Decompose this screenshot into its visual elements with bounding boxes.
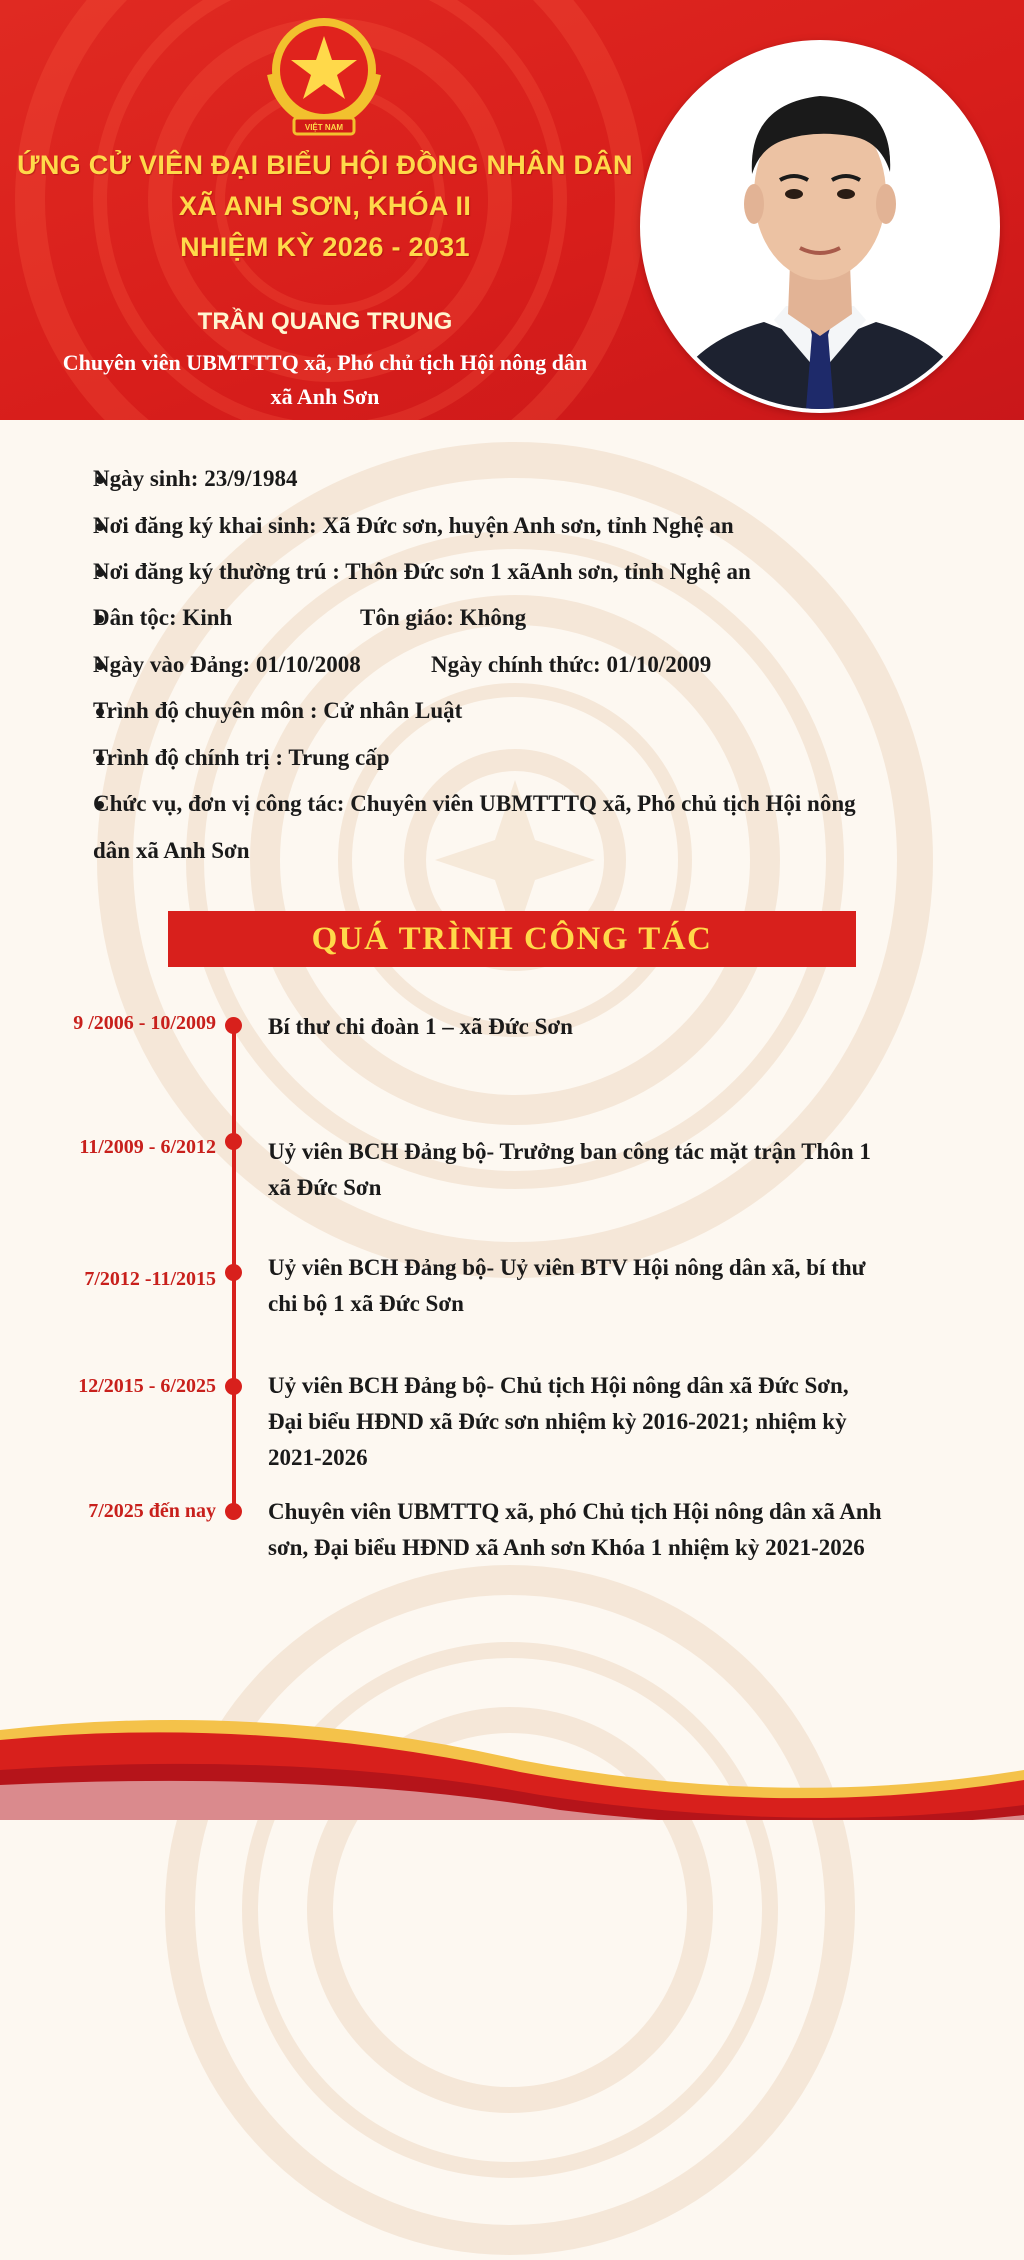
religion-text: Tôn giáo: Không (360, 605, 527, 630)
birthplace-text: Nơi đăng ký khai sinh: Xã Đức sơn, huyện Anh sơn, tỉnh Nghệ an (93, 513, 734, 538)
birth-text: Ngày sinh: 23/9/1984 (93, 466, 298, 491)
timeline-line-text: sơn, Đại biểu HĐND xã Anh sơn Khóa 1 nhiệm kỳ 2021-2026 (268, 1535, 865, 1560)
party-official-text: Ngày chính thức: 01/10/2009 (431, 652, 712, 677)
timeline-line-text: Đại biểu HĐND xã Đức sơn nhiệm kỳ 2016-2021; nhiệm kỳ (268, 1409, 847, 1434)
timeline-date: 12/2015 - 6/2025 (78, 1375, 216, 1397)
timeline-line-text: Chuyên viên UBMTTQ xã, phó Chủ tịch Hội nông dân xã Anh (268, 1499, 882, 1524)
timeline-description (268, 1009, 998, 1045)
timeline-line-text: 2021-2026 (268, 1445, 368, 1470)
timeline-line-text: Uỷ viên BCH Đảng bộ- Trưởng ban công tác mặt trận Thôn 1 (268, 1139, 871, 1164)
party-join-text: Ngày vào Đảng: 01/10/2008 (93, 652, 361, 677)
national-emblem-icon (262, 14, 386, 142)
timeline-date: 7/2012 -11/2015 (84, 1268, 216, 1290)
candidate-position (0, 346, 650, 414)
timeline-line-text: chi bộ 1 xã Đức Sơn (268, 1291, 464, 1316)
timeline-dot (225, 1133, 242, 1150)
emblem-ribbon-text: VIỆT NAM (304, 123, 344, 132)
timeline-line-text: Uỷ viên BCH Đảng bộ- Uỷ viên BTV Hội nông dân xã, bí thư (268, 1255, 866, 1280)
timeline-dot (225, 1503, 242, 1520)
timeline-description (268, 1368, 998, 1476)
position-text-line1: Chức vụ, đơn vị công tác: Chuyên viên UBMTTTQ xã, Phó chủ tịch Hội nông (93, 791, 856, 816)
timeline-date: 11/2009 - 6/2012 (79, 1136, 216, 1158)
politics-text: Trình độ chính trị : Trung cấp (93, 745, 390, 770)
footer-wave-decoration (0, 1660, 1024, 1820)
timeline-dot (225, 1264, 242, 1281)
timeline-date: 7/2025 đến nay (88, 1500, 216, 1522)
timeline-description (268, 1134, 998, 1206)
timeline-description (268, 1250, 998, 1322)
timeline-description (268, 1494, 998, 1566)
candidate-portrait (640, 40, 1000, 413)
ethnicity-text: Dân tộc: Kinh (93, 605, 233, 630)
candidate-position-line1: Chuyên viên UBMTTTQ xã, Phó chủ tịch Hội nông dân (62, 350, 588, 375)
section-header-bar (168, 911, 856, 967)
position-text-line2: dân xã Anh Sơn (93, 838, 250, 863)
timeline-line-text: Uỷ viên BCH Đảng bộ- Chủ tịch Hội nông dân xã Đức Sơn, (268, 1373, 849, 1398)
residence-text: Nơi đăng ký thường trú : Thôn Đức sơn 1 xãAnh sơn, tỉnh Nghệ an (93, 559, 751, 584)
header-title-line3: NHIỆM KỲ 2026 - 2031 (180, 232, 470, 262)
candidate-name: TRẦN QUANG TRUNG (197, 308, 453, 335)
header-title-line2: XÃ ANH SƠN, KHÓA II (178, 191, 472, 221)
section-title: QUÁ TRÌNH CÔNG TÁC (311, 921, 713, 957)
education-text: Trình độ chuyên môn : Cử nhân Luật (93, 698, 463, 723)
candidate-position-line2: xã Anh Sơn (270, 384, 380, 409)
timeline-line-text: Bí thư chi đoàn 1 – xã Đức Sơn (268, 1014, 573, 1039)
timeline-date: 9 /2006 - 10/2009 (73, 1012, 216, 1034)
header-banner (0, 0, 1024, 420)
timeline-line-text: xã Đức Sơn (268, 1175, 382, 1200)
timeline-dot (225, 1378, 242, 1395)
header-title-line1: ỨNG CỬ VIÊN ĐẠI BIỂU HỘI ĐỒNG NHÂN DÂN (17, 150, 633, 180)
portrait-illustration (644, 44, 996, 409)
timeline-dot (225, 1017, 242, 1034)
